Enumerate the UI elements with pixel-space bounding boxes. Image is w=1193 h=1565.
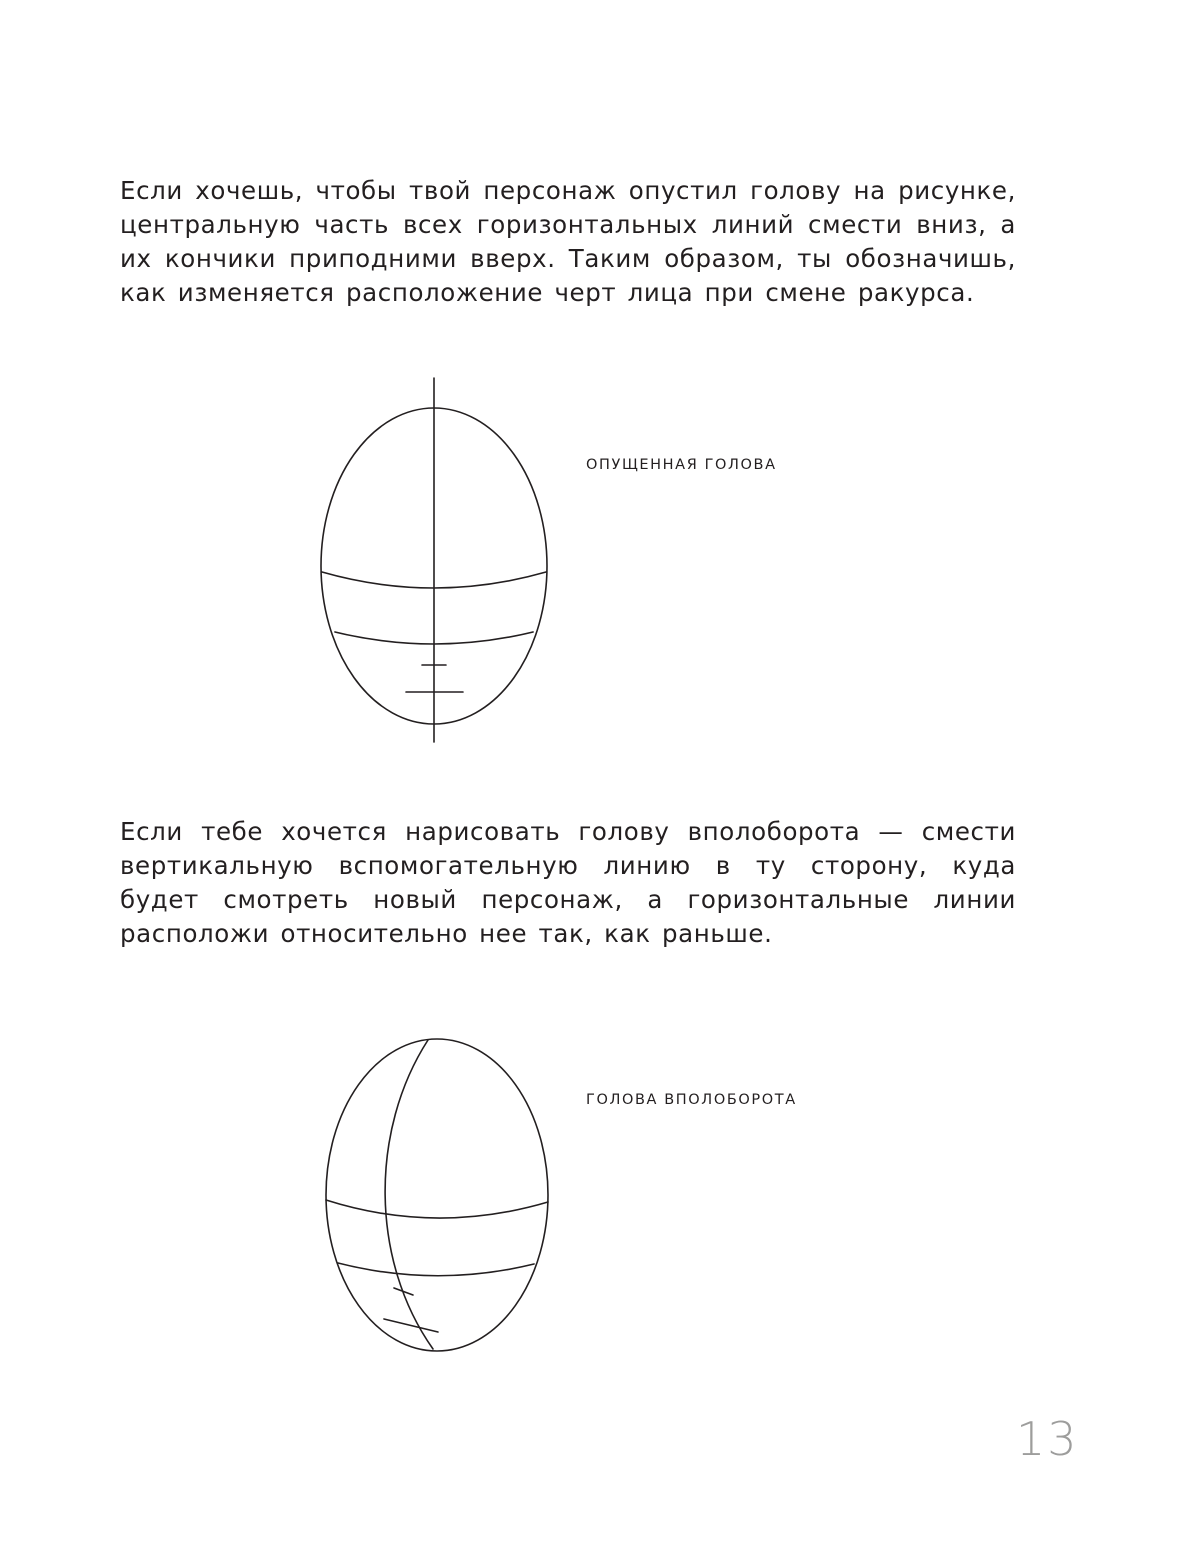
caption-three-quarter-head: ГОЛОВА ВПОЛОБОРОТА xyxy=(586,1092,797,1108)
lowered-head-sketch-icon xyxy=(300,370,570,750)
head-outline xyxy=(326,1039,548,1351)
caption-lowered-head: ОПУЩЕННАЯ ГОЛОВА xyxy=(586,457,777,473)
page-number: 13 xyxy=(1016,1412,1079,1466)
three-quarter-head-sketch-icon xyxy=(300,1030,570,1370)
paragraph-three-quarter-head: Если тебе хочется нарисовать голову вполоборота — смести вертикальную вспомогательную линию в ту сторону, куда будет смотреть новый персонаж, а горизонтальные линии расположи относительно нее так, как раньше. xyxy=(120,817,1016,948)
paragraph-lowered-head: Если хочешь, чтобы твой персонаж опустил голову на рисунке, центральную часть всех горизонтальных линий смести вниз, а их кончики приподними вверх. Таким образом, ты обозначишь, как изменяется расположение черт лица при смене ракурса. xyxy=(120,176,1016,307)
mouth-guide-line-lower xyxy=(384,1319,438,1332)
nose-guide-line xyxy=(338,1263,534,1276)
vertical-guide-line xyxy=(385,1040,433,1349)
eye-guide-line xyxy=(326,1200,548,1218)
